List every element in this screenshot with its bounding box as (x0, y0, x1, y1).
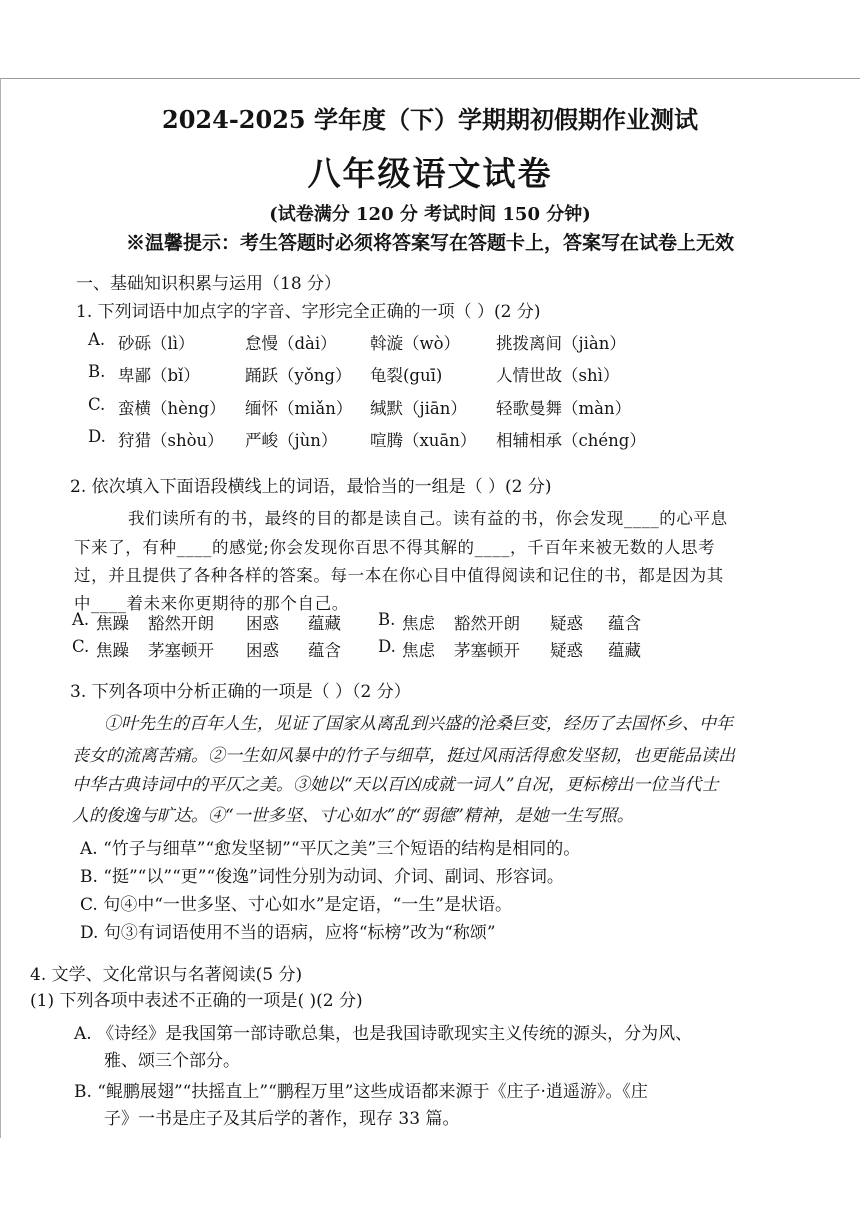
option-item: 豁然开朗 (454, 614, 520, 633)
q3-passage-line: 人的俊逸与旷达。④“一世多坚、寸心如水”的“弱德”精神，是她一生写照。 (72, 806, 634, 826)
option-item: 焦虑 (402, 641, 435, 660)
option-item: 龟裂(guī) (370, 366, 443, 385)
option-item: 焦躁 (96, 641, 129, 660)
option-item: 蛮横（hèng） (118, 399, 226, 418)
option-item: 怠慢（dài） (245, 334, 337, 353)
q1-stem: 1. 下列词语中加点字的字音、字形完全正确的一项（ ）(2 分) (76, 302, 541, 322)
option-item: 卑鄙（bǐ） (118, 366, 200, 385)
option-item: 人情世故（shì） (496, 366, 620, 385)
option-item: 缅怀（miǎn） (245, 399, 353, 418)
exam-year-line: 2024-2025 学年度（下）学期期初假期作业测试 (162, 105, 698, 134)
option-item: 豁然开朗 (148, 614, 214, 633)
option-item: 焦虑 (402, 614, 435, 633)
q3-option-d: D. 句③有词语使用不当的语病，应将“标榜”改为“称颂” (80, 923, 496, 943)
option-item: 焦躁 (96, 614, 129, 633)
q3-option-b: B. “挺”“以”“更”“俊逸”词性分别为动词、介词、副词、形容词。 (80, 867, 564, 887)
section-heading: 一、基础知识积累与运用（18 分） (76, 274, 342, 294)
option-item: 茅塞顿开 (454, 641, 520, 660)
q2-passage-line: 中____着未来你更期待的那个自己。 (74, 594, 349, 613)
q1-option-c (88, 395, 788, 417)
option-item: 疑惑 (550, 614, 583, 633)
q2-option-b (378, 610, 778, 632)
q2-passage-line: 我们读所有的书，最终的目的都是读自己。读有益的书，你会发现____的心平息 (128, 509, 728, 528)
q4-option-b-line2: 子》一书是庄子及其后学的著作，现存 33 篇。 (104, 1109, 460, 1129)
option-label: B. (88, 362, 106, 381)
option-item: 茅塞顿开 (148, 641, 214, 660)
option-item: 蕴藏 (308, 614, 341, 633)
option-item: 挑拨离间（jiàn） (496, 334, 626, 353)
option-label: C. (72, 637, 90, 656)
option-item: 困惑 (246, 614, 279, 633)
q1-option-d (88, 427, 788, 449)
q3-passage-line: 丧女的流离苦痛。②一生如风暴中的竹子与细草，挺过风雨活得愈发坚韧，也更能品读出 (72, 746, 735, 766)
exam-subtitle: (试卷满分 120 分 考试时间 150 分钟) (269, 204, 591, 225)
option-item: 轻歌曼舞（màn） (496, 399, 632, 418)
option-item: 蕴藏 (608, 641, 641, 660)
q2-option-d (378, 637, 778, 659)
exam-title: 八年级语文试卷 (307, 154, 553, 193)
option-item: 相辅相承（chéng） (496, 431, 646, 450)
option-item: 疑惑 (550, 641, 583, 660)
option-label: A. (88, 330, 106, 349)
option-label: C. (88, 395, 106, 414)
option-item: 狩猎（shòu） (118, 431, 224, 450)
q3-option-c: C. 句④中“一世多坚、寸心如水”是定语，“一生”是状语。 (80, 895, 512, 915)
q4-stem: 4. 文学、文化常识与名著阅读(5 分) (30, 965, 303, 985)
page-top-rule (0, 78, 860, 79)
q2-passage-line: 过，并且提供了各种各样的答案。每一本在你心目中值得阅读和记住的书，都是因为其 (74, 566, 724, 585)
option-item: 踊跃（yǒng） (245, 366, 352, 385)
option-item: 斡漩（wò） (370, 334, 461, 353)
option-item: 蕴含 (308, 641, 341, 660)
option-item: 喧腾（xuān） (370, 431, 477, 450)
exam-notice: ※温馨提示：考生答题时必须将答案写在答题卡上，答案写在试卷上无效 (125, 232, 734, 254)
q3-option-a: A. “竹子与细草”“愈发坚韧”“平仄之美”三个短语的结构是相同的。 (80, 839, 581, 859)
q3-stem: 3. 下列各项中分析正确的一项是（ ）（2 分） (70, 682, 411, 702)
q2-passage-line: 下来了，有种____的感觉;你会发现你百思不得其解的____，千百年来被无数的人思考 (74, 538, 716, 557)
q3-passage-line: ①叶先生的百年人生，见证了国家从离乱到兴盛的沧桑巨变，经历了去国怀乡、中年 (104, 714, 733, 734)
option-label: D. (88, 427, 106, 446)
q1-option-a (88, 330, 788, 352)
q4-option-a-line1: A. 《诗经》是我国第一部诗歌总集，也是我国诗歌现实主义传统的源头，分为风、 (74, 1024, 693, 1044)
option-item: 蕴含 (608, 614, 641, 633)
q4-option-a-line2: 雅、颂三个部分。 (104, 1051, 240, 1071)
q1-option-b (88, 362, 788, 384)
q2-stem: 2. 依次填入下面语段横线上的词语，最恰当的一组是（ ）(2 分) (70, 477, 552, 497)
option-label: A. (72, 610, 90, 629)
option-item: 缄默（jiān） (370, 399, 467, 418)
q4-sub1-stem: (1) 下列各项中表述不正确的一项是( )(2 分) (30, 991, 363, 1011)
option-label: B. (378, 610, 396, 629)
option-item: 砂砾（lì） (118, 334, 195, 353)
q4-option-b-line1: B. “鲲鹏展翅”“扶摇直上”“鹏程万里”这些成语都来源于《庄子·逍遥游》。《庄 (74, 1082, 648, 1102)
option-item: 困惑 (246, 641, 279, 660)
option-item: 严峻（jùn） (245, 431, 338, 450)
q3-passage-line: 中华古典诗词中的平仄之美。③她以“天以百凶成就一词人”自况，更标榜出一位当代士 (72, 775, 719, 795)
option-label: D. (378, 637, 396, 656)
